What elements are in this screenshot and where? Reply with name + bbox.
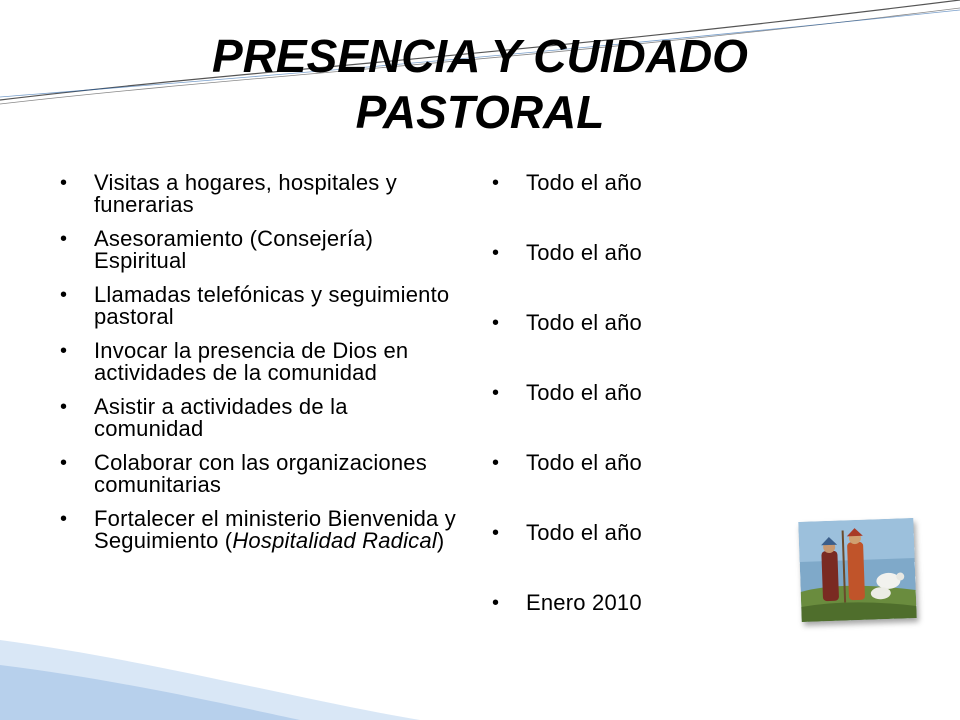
schedule-text: Todo el año xyxy=(526,450,642,475)
activities-list xyxy=(58,172,458,564)
bullet-icon: • xyxy=(492,312,500,334)
bullet-icon: • xyxy=(492,382,500,404)
title-line-1: PRESENCIA Y CUIDADO xyxy=(212,30,748,82)
activity-text: Visitas a hogares, hospitales y funerarias xyxy=(94,170,397,217)
activity-item xyxy=(58,340,458,384)
activity-text: Colaborar con las organizaciones comunitarias xyxy=(94,450,427,497)
schedule-item xyxy=(490,452,790,474)
schedule-item xyxy=(490,382,790,404)
activity-item xyxy=(58,396,458,440)
schedule-text: Todo el año xyxy=(526,240,642,265)
activity-text: Asistir a actividades de la comunidad xyxy=(94,394,348,441)
schedule-text: Todo el año xyxy=(526,310,642,335)
schedule-list xyxy=(490,172,790,662)
schedule-text: Enero 2010 xyxy=(526,590,642,615)
bullet-icon: • xyxy=(492,592,500,614)
schedule-item xyxy=(490,592,790,614)
schedule-text: Todo el año xyxy=(526,520,642,545)
bullet-icon: • xyxy=(60,396,68,418)
activity-text: Llamadas telefónicas y seguimiento pastoral xyxy=(94,282,450,329)
activity-text: Invocar la presencia de Dios en actividades de la comunidad xyxy=(94,338,409,385)
bullet-icon: • xyxy=(492,172,500,194)
activity-item xyxy=(58,508,458,552)
schedule-text: Todo el año xyxy=(526,170,642,195)
schedule-text: Todo el año xyxy=(526,380,642,405)
bullet-icon: • xyxy=(60,228,68,250)
bullet-icon: • xyxy=(492,452,500,474)
bullet-icon: • xyxy=(60,452,68,474)
title-line-2: PASTORAL xyxy=(355,86,605,138)
schedule-item xyxy=(490,242,790,264)
bullet-icon: • xyxy=(60,172,68,194)
activity-text-italic: Hospitalidad Radical xyxy=(232,528,437,553)
activity-item xyxy=(58,284,458,328)
shepherds-with-sheep-illustration xyxy=(798,518,916,622)
slide-title xyxy=(0,28,960,140)
activity-text: Fortalecer el ministerio Bienvenida y Seguimiento ( xyxy=(94,506,456,553)
bullet-icon: • xyxy=(492,522,500,544)
activity-item xyxy=(58,172,458,216)
activity-item xyxy=(58,452,458,496)
shepherds-icon xyxy=(798,518,916,622)
schedule-item xyxy=(490,312,790,334)
bullet-icon: • xyxy=(60,284,68,306)
activity-text: ) xyxy=(436,528,445,553)
bullet-icon: • xyxy=(60,340,68,362)
schedule-item xyxy=(490,522,790,544)
activity-item xyxy=(58,228,458,272)
schedule-item xyxy=(490,172,790,194)
bullet-icon: • xyxy=(492,242,500,264)
bullet-icon: • xyxy=(60,508,68,530)
activity-text: Asesoramiento (Consejería) Espiritual xyxy=(94,226,374,273)
